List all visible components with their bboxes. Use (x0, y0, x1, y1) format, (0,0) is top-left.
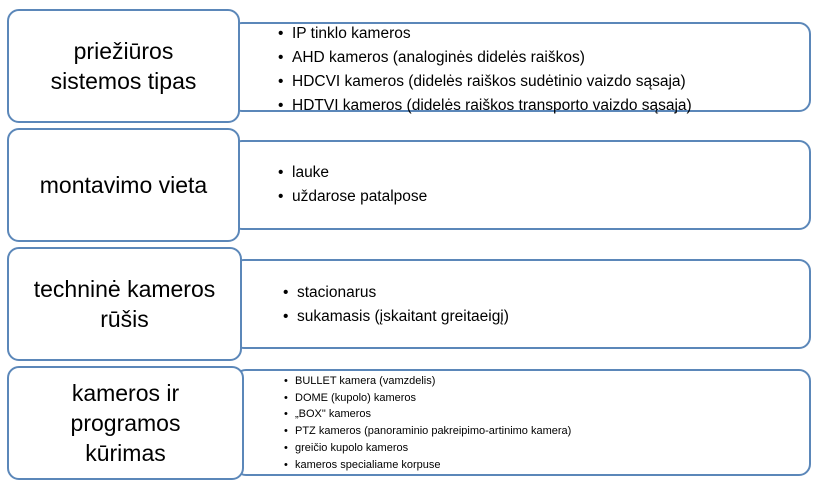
list-item: • stacionarus (283, 281, 509, 305)
detail-list-3 (283, 281, 509, 329)
list-item: • BULLET kamera (vamzdelis) (284, 373, 571, 390)
list-item: • sukamasis (įskaitant greitaeigį) (283, 305, 509, 329)
list-item: • HDCVI kameros (didelės raiškos sudėtinio vaizdo sąsaja) (278, 70, 692, 94)
list-item: • lauke (278, 161, 427, 185)
detail-box-3 (232, 259, 811, 349)
category-box-4 (7, 366, 244, 480)
category-box-1 (7, 9, 240, 123)
category-title-4: kameros ir programos kūrimas (70, 380, 181, 466)
list-item: • PTZ kameros (panoraminio pakreipimo-artinimo kamera) (284, 423, 571, 440)
detail-list-4 (284, 373, 571, 473)
category-box-3 (7, 247, 242, 361)
detail-list-2 (278, 161, 427, 209)
category-box-2 (7, 128, 240, 242)
category-title-2: montavimo vieta (39, 172, 208, 198)
list-item: • uždarose patalpose (278, 185, 427, 209)
category-title-3: techninė kameros rūšis (33, 276, 216, 332)
category-title-1: priežiūros sistemos tipas (50, 38, 197, 94)
list-item: • DOME (kupolo) kameros (284, 390, 571, 407)
detail-box-2 (230, 140, 811, 230)
detail-list-1 (278, 22, 692, 118)
detail-box-1 (230, 22, 811, 112)
list-item: • AHD kameros (analoginės didelės raiškos) (278, 46, 692, 70)
list-item: • IP tinklo kameros (278, 22, 692, 46)
list-item: • „BOX" kameros (284, 406, 571, 423)
detail-box-4 (234, 369, 811, 476)
list-item: • kameros specialiame korpuse (284, 457, 571, 474)
list-item: • HDTVI kameros (didelės raiškos transporto vaizdo sąsaja) (278, 94, 692, 118)
list-item: • greičio kupolo kameros (284, 440, 571, 457)
